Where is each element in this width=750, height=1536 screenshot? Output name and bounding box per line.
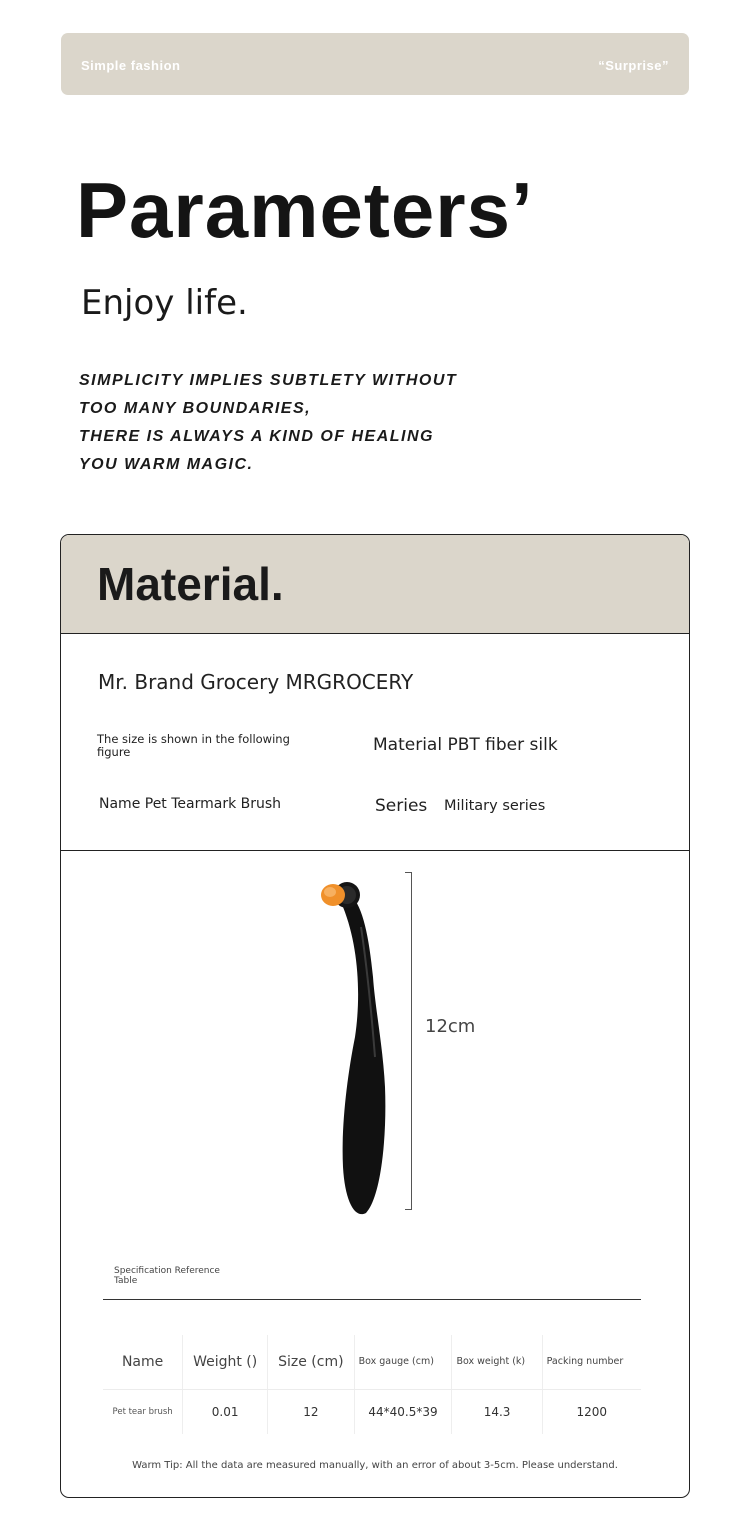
brand-line: Mr. Brand Grocery MRGROCERY	[98, 670, 414, 694]
tagline	[79, 370, 457, 482]
name-line: Name Pet Tearmark Brush	[99, 796, 282, 812]
material-card	[60, 534, 690, 1498]
material-line: Material PBT fiber silk	[373, 735, 558, 755]
banner-right-text: “Surprise”	[598, 58, 669, 73]
table-cell: Pet tear brush	[103, 1390, 183, 1435]
series-label: Series	[375, 796, 428, 816]
table-cell: 14.3	[452, 1390, 542, 1435]
series-value: Military series	[444, 798, 546, 814]
table-cell: 12	[268, 1390, 354, 1435]
table-cell: 44*40.5*39	[354, 1390, 452, 1435]
tagline-line: SIMPLICITY IMPLIES SUBTLETY WITHOUT	[79, 372, 458, 389]
spec-table-title: Specification Reference Table	[114, 1266, 220, 1286]
product-info	[61, 634, 689, 851]
banner-left-text: Simple fashion	[81, 58, 181, 73]
page-subtitle: Enjoy life.	[81, 283, 248, 323]
table-cell: 0.01	[183, 1390, 268, 1435]
page-title: Parameters’	[76, 166, 534, 254]
column-header: Size (cm)	[268, 1335, 354, 1390]
material-header	[61, 535, 689, 634]
table-header-row	[103, 1335, 641, 1390]
tagline-line: TOO MANY BOUNDARIES,	[79, 400, 312, 417]
divider	[103, 1299, 641, 1300]
height-measure-line	[403, 872, 412, 1210]
column-header: Packing number	[542, 1335, 641, 1390]
column-header: Box gauge (cm)	[354, 1335, 452, 1390]
brush-image	[311, 867, 401, 1227]
warm-tip: Warm Tip: All the data are measured manually, with an error of about 3-5cm. Please understand.	[132, 1460, 618, 1471]
product-figure	[61, 851, 689, 1251]
size-note: The size is shown in the following figure	[97, 732, 290, 759]
column-header: Name	[103, 1335, 183, 1390]
column-header: Weight ()	[183, 1335, 268, 1390]
table-row	[103, 1390, 641, 1435]
tagline-line: YOU WARM MAGIC.	[79, 456, 254, 473]
column-header: Box weight (k)	[452, 1335, 542, 1390]
top-banner	[61, 33, 689, 95]
spec-table	[103, 1335, 641, 1434]
tagline-line: THERE IS ALWAYS A KIND OF HEALING	[79, 428, 434, 445]
height-measure-label: 12cm	[425, 1016, 476, 1037]
table-cell: 1200	[576, 1405, 608, 1419]
material-heading: Material.	[97, 558, 284, 610]
